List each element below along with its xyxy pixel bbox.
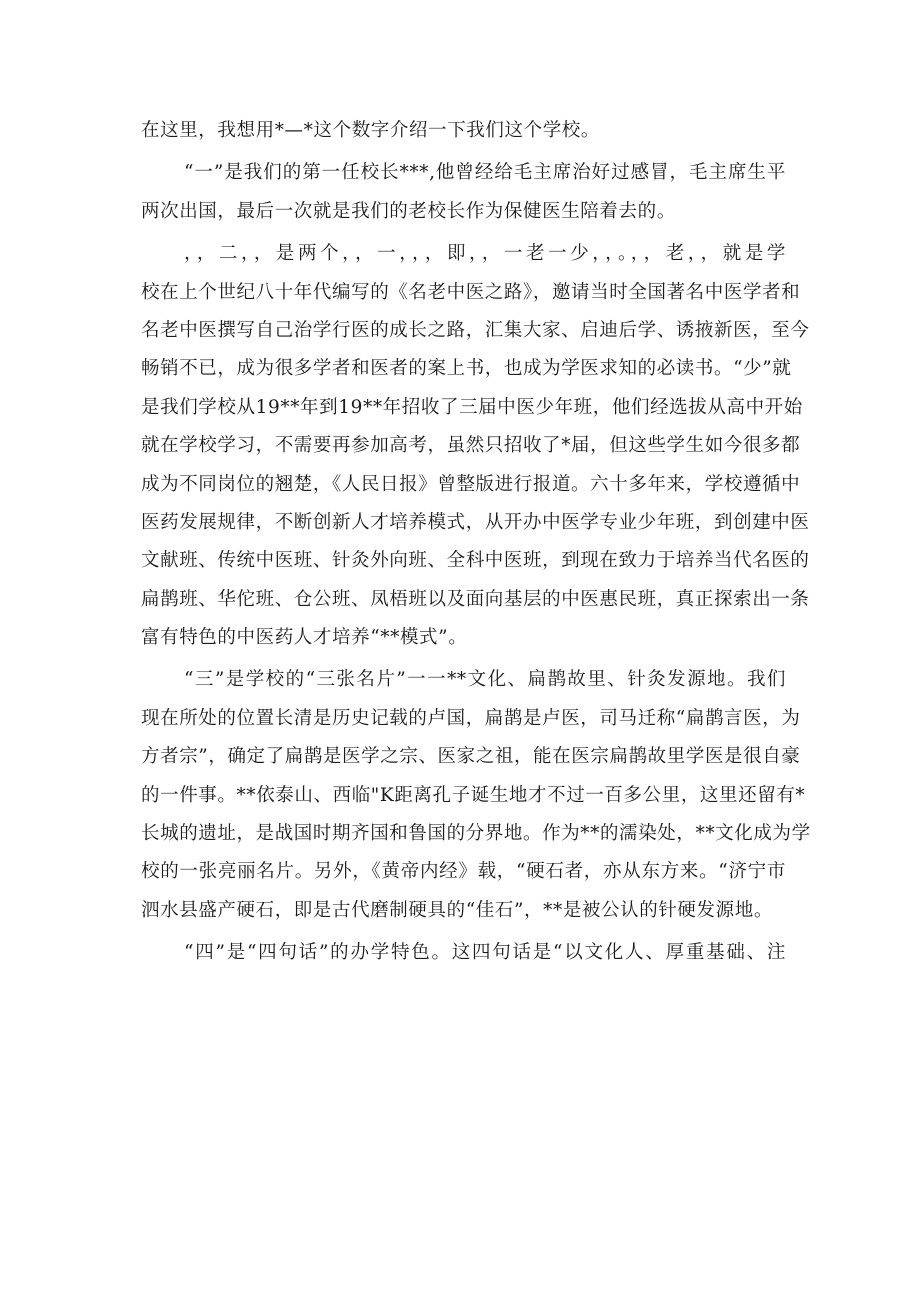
text-line: ，，二，，是两个，，一，，，即，，一老一少，，。，，老，，就是学 <box>184 243 786 265</box>
paragraph-intro <box>141 112 786 150</box>
text-line: 现在所处的位置长清是历史记载的卢国，扁鹊是卢医，司马迁称“扁鹊言医，为 <box>141 707 801 729</box>
paragraph-two <box>141 235 810 657</box>
text-line: 两次出国，最后一次就是我们的老校长作为保健医生陪着去的。 <box>141 200 676 222</box>
document-body <box>141 112 811 973</box>
text-line: 成为不同岗位的翘楚，《人民日报》曾整版进行报道。六十多年来，学校遵循中 <box>141 473 801 495</box>
paragraph-three <box>141 661 811 930</box>
text-line: “一”是我们的第一任校长***,他曾经给毛主席治好过感冒，毛主席生平 <box>184 162 786 184</box>
text-line: 方者宗”，确定了扁鹊是医学之宗、医家之祖，能在医宗扁鹊故里学医是很自豪 <box>141 746 801 768</box>
text-line: 是我们学校从19**年到19**年招收了三届中医少年班，他们经选拔从高中开始 <box>141 396 803 418</box>
text-line: 泗水县盛产硬石，即是古代磨制硬具的“佳石”，**是被公认的针硬发源地。 <box>141 899 773 921</box>
text-line: 长城的遗址，是战国时期齐国和鲁国的分界地。作为**的濡染处，**文化成为学 <box>141 823 811 845</box>
paragraph-one <box>141 154 786 231</box>
text-line: 在这里，我想用*—*这个数字介绍一下我们这个学校。 <box>141 120 601 141</box>
text-line: 畅销不已，成为很多学者和医者的案上书，也成为学医求知的必读书。“少”就 <box>141 358 792 380</box>
paragraph-four <box>141 934 786 972</box>
text-line: “三”是学校的“三张名片”一一**文化、扁鹊故里、针灸发源地。我们 <box>184 669 786 691</box>
text-line: 校在上个世纪八十年代编写的《名老中医之路》，邀请当时全国著名中医学者和 <box>141 281 801 303</box>
text-line: “四”是“四句话”的办学特色。这四句话是“以文化人、厚重基础、注 <box>184 942 786 964</box>
text-line: 扁鹊班、华佗班、仓公班、凤梧班以及面向基层的中医惠民班，真正探索出一条 <box>141 588 810 610</box>
text-line: 名老中医撰写自己治学行医的成长之路，汇集大家、启迪后学、诱掖新医，至今 <box>141 319 810 341</box>
text-line: 医药发展规律，不断创新人才培养模式，从开办中医学专业少年班，到创建中医 <box>141 511 810 533</box>
text-line: 的一件事。**依泰山、西临"K距离孔子诞生地才不过一百多公里，这里还留有* <box>141 784 806 806</box>
text-line: 就在学校学习，不需要再参加高考，虽然只招收了*届，但这些学生如今很多都 <box>141 435 801 457</box>
text-line: 文献班、传统中医班、针灸外向班、全科中医班，到现在致力于培养当代名医的 <box>141 550 810 572</box>
text-line: 富有特色的中医药人才培养“**模式”。 <box>141 627 468 649</box>
text-line: 校的一张亮丽名片。另外，《黄帝内经》载，“硬石者，亦从东方来。“济宁市 <box>141 861 786 883</box>
